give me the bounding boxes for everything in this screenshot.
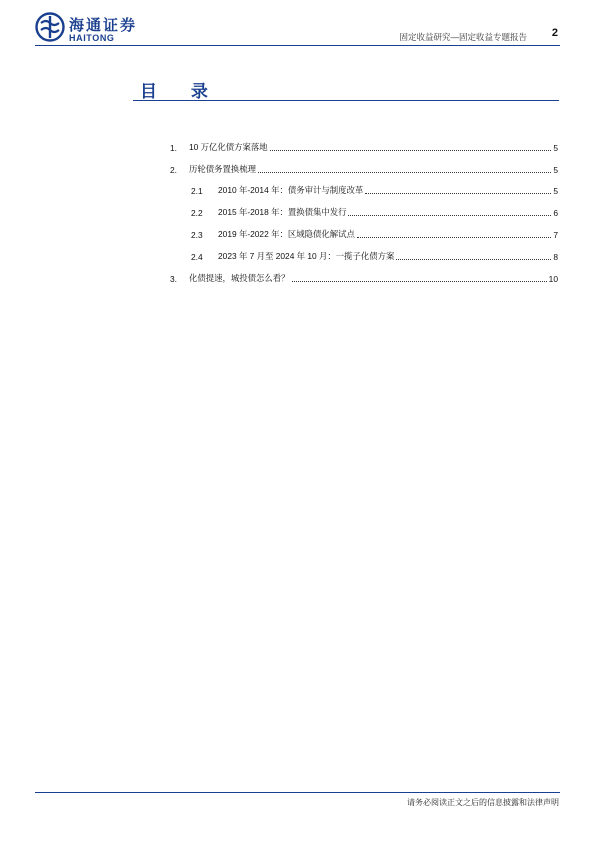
toc-entry-label: 历轮债务置换梳理 [189,163,256,174]
toc-dot-leader [348,215,551,216]
toc-entry-page: 7 [553,229,558,240]
toc-entry-label: 2019 年-2022 年：区域隐债化解试点 [218,228,355,239]
toc-entry-label: 2015 年-2018 年：置换债集中发行 [218,207,347,218]
toc-dot-leader [270,150,552,151]
toc-entry-page: 5 [553,142,558,153]
toc-dot-leader [396,259,551,260]
toc-entry-label: 10 万亿化债方案落地 [189,141,268,152]
toc-entry-label: 2023 年 7 月至 2024 年 10 月：一揽子化债方案 [218,250,395,261]
logo-chinese-text: 海通证券 [69,16,138,34]
footer-divider [35,792,560,793]
toc-entry-number: 2. [170,164,177,175]
toc-entry-number: 2.4 [191,251,203,262]
toc-subentry[interactable] [191,175,558,197]
toc-entry-label: 化债提速，城投债怎么看？ [189,272,290,283]
footer-disclaimer: 请务必阅读正文之后的信息披露和法律声明 [407,798,559,807]
toc-entry-page: 5 [553,164,558,175]
toc-dot-leader [357,237,551,238]
toc-entry-number: 3. [170,273,177,284]
toc-subentry[interactable] [191,240,558,262]
toc-entry-number: 1. [170,142,177,153]
toc-entry-number: 2.1 [191,186,203,197]
report-type-label: 固定收益研究—固定收益专题报告 [399,32,527,42]
toc-dot-leader [258,172,551,173]
toc-entry-number: 2.3 [191,229,203,240]
table-of-contents [170,131,558,284]
toc-entry-page: 8 [553,251,558,262]
toc-subentry[interactable] [191,218,558,240]
toc-dot-leader [292,281,547,282]
toc-title: 目 录 [140,82,222,102]
toc-subentry[interactable] [191,196,558,218]
header-divider [35,45,560,46]
toc-entry-page: 6 [553,208,558,219]
toc-dot-leader [365,193,551,194]
logo-english-text: HAITONG [69,33,115,43]
page-number: 2 [551,27,558,39]
toc-entry-page: 5 [553,186,558,197]
toc-entry-number: 2.2 [191,208,203,219]
toc-entry-label: 2010 年-2014 年：债务审计与制度改革 [218,185,364,196]
toc-entry[interactable] [170,131,558,153]
toc-entry[interactable] [170,153,558,175]
haitong-logo [35,12,145,46]
haitong-logo-icon [35,12,65,42]
toc-entry[interactable] [170,262,558,284]
toc-title-divider [133,100,559,101]
toc-entry-page: 10 [548,273,558,284]
